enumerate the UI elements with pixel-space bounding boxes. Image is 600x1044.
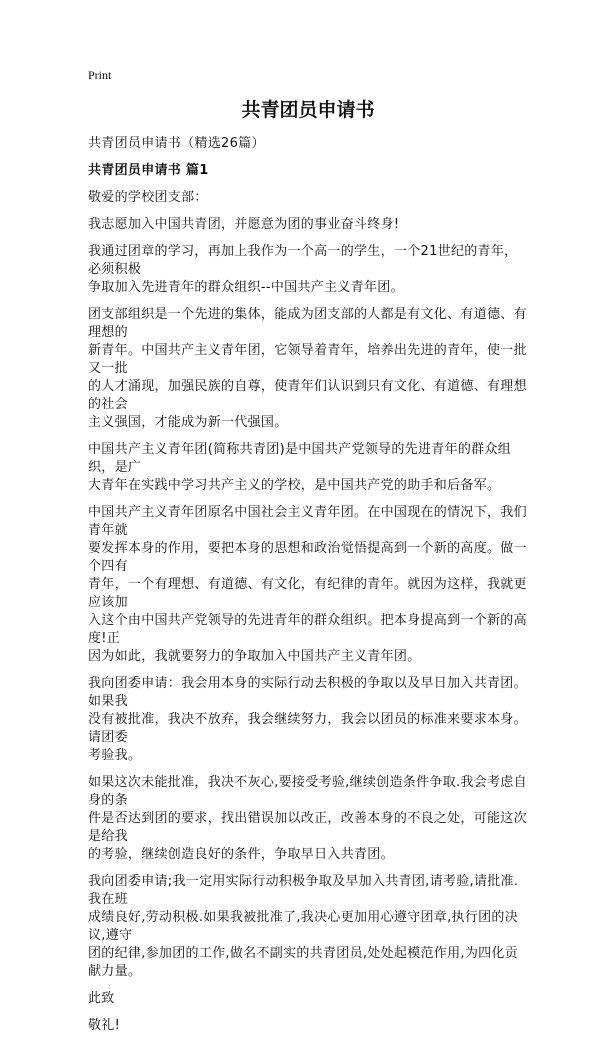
paragraph: 如果这次未能批准，我决不灰心,要接受考验,继续创造条件争取.我会考虑自身的条 件是否达到团的要求，找出错误加以改正，改善本身的不良之处，可能这次是给我 的考验，继续创造良好的条件，争取早日入共青团。 (88, 775, 527, 862)
paragraph: 我志愿加入中国共青团，并愿意为团的事业奋斗终身! (88, 217, 400, 232)
document-subtitle: 共青团员申请书（精选26篇） (88, 136, 265, 151)
document-page (88, 68, 528, 1044)
closing: 此致 (88, 991, 115, 1006)
paragraph: 中国共产主义青年团(简称共青团)是中国共产党领导的先进青年的群众组织，是广 大青年在实践中学习共产主义的学校，是中国共产党的助手和后备军。 (88, 442, 512, 493)
paragraph: 我向团委申请：我会用本身的实际行动去积极的争取以及早日加入共青团。如果我 没有被批准，我决不放弃，我会继续努力，我会以团员的标准来要求本身。请团委 考验我。 (88, 676, 527, 763)
section-heading: 共青团员申请书 篇1 (88, 163, 209, 178)
paragraph: 团支部组织是一个先进的集体，能成为团支部的人都是有文化、有道德、有理想的 新青年。中国共产主义青年团，它领导着青年，培养出先进的青年，使一批又一批 的人才涌现，加强民族的自尊，使青年们认识到只有文化、有道德、有理想的社会 主义强国，才能成为新一代强国。 (88, 307, 527, 430)
print-link[interactable]: Print (88, 68, 112, 82)
paragraph: 我向团委申请;我一定用实际行动积极争取及早加入共青团,请考验,请批准.我在班 成绩良好,劳动积极.如果我被批准了,我决心更加用心遵守团章,执行团的决议,遵守 团的纪律,参加团的工作,做名不副实的共青团员,处处起模范作用,为四化贡献力量。 (88, 874, 519, 979)
closing-regards: 敬礼! (88, 1018, 121, 1033)
document-title: 共青团员申请书 (241, 99, 375, 121)
paragraph: 我通过团章的学习，再加上我作为一个高一的学生，一个21世纪的青年，必须积极 争取加入先进青年的群众组织--中国共产主义青年团。 (88, 244, 518, 295)
paragraph: 中国共产主义青年团原名中国社会主义青年团。在中国现在的情况下，我们青年就 要发挥本身的作用，要把本身的思想和政治觉悟提高到一个新的高度。做一个四有 青年，一个有理想、有道德、有文化，有纪律的青年。就因为这样，我就更应该加 入这个由中国共产党领导的先进青年的群众组织。把本身提高到一个新的高度!正 因为如此，我就要努力的争取加入中国共产主义青年团。 (88, 505, 527, 664)
salutation: 敬爱的学校团支部： (88, 190, 208, 205)
